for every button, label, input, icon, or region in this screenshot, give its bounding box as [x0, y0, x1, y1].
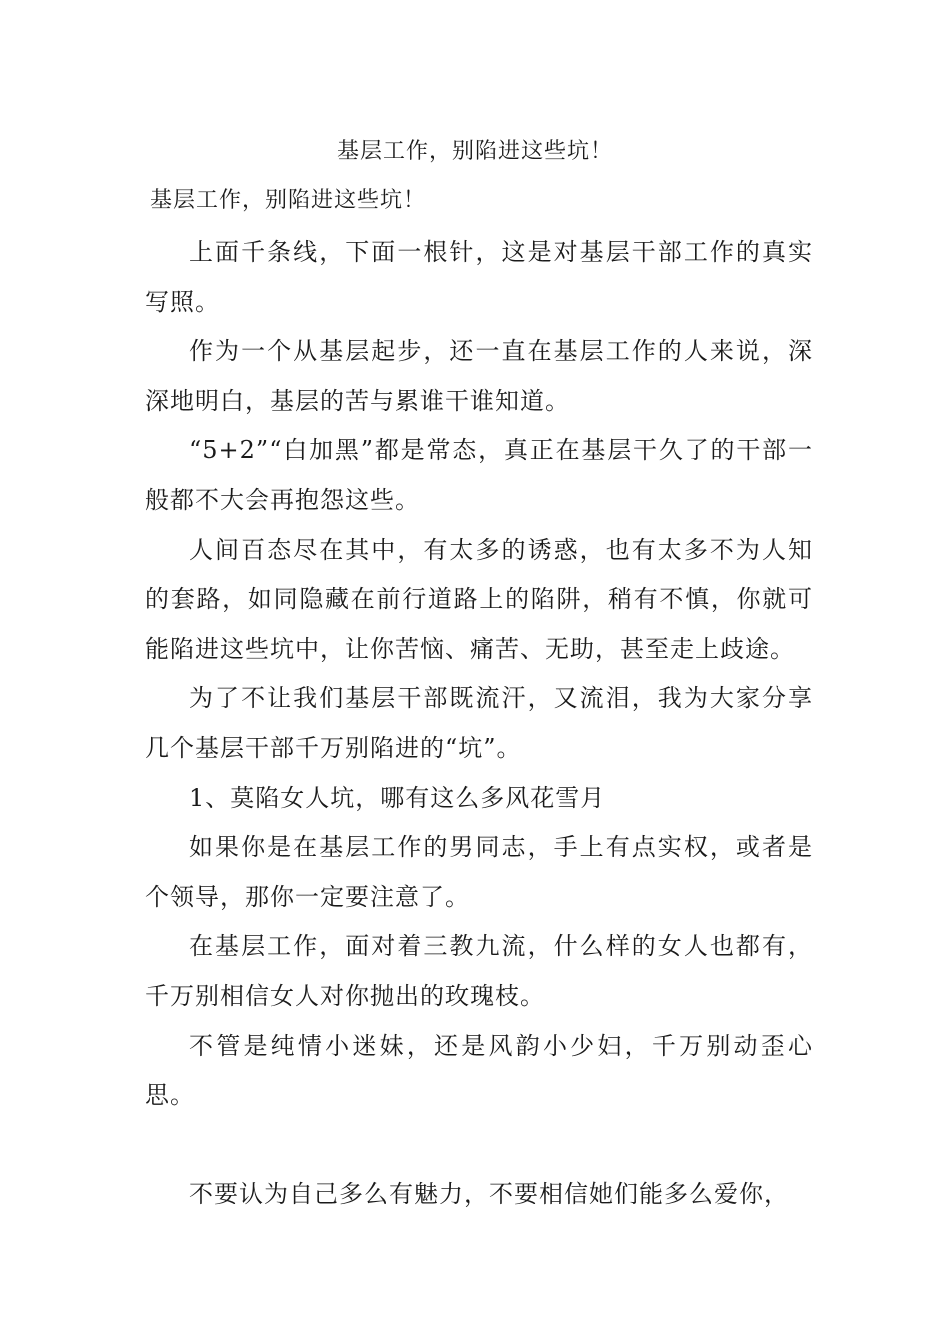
- paragraph: “5+2”“白加黑”都是常态，真正在基层干久了的干部一般都不大会再抱怨这些。: [145, 436, 813, 514]
- document-body: [145, 228, 813, 1220]
- paragraph: 人间百态尽在其中，有太多的诱惑，也有太多不为人知的套路，如同隐藏在前行道路上的陷阱，稍有不慎，你就可能陷进这些坑中，让你苦恼、痛苦、无助，甚至走上歧途。: [145, 535, 813, 663]
- paragraph: 如果你是在基层工作的男同志，手上有点实权，或者是个领导，那你一定要注意了。: [145, 833, 813, 911]
- paragraph: 为了不让我们基层干部既流汗，又流泪，我为大家分享几个基层干部千万别陷进的“坑”。: [145, 684, 813, 762]
- paragraph: 在基层工作，面对着三教九流，什么样的女人也都有，千万别相信女人对你抛出的玫瑰枝。: [145, 932, 813, 1010]
- paragraph: 不管是纯情小迷妹，还是风韵小少妇，千万别动歪心思。: [145, 1031, 813, 1110]
- document-title: 基层工作，别陷进这些坑！: [336, 139, 613, 164]
- blank-line: [145, 1121, 813, 1171]
- paragraph: 上面千条线，下面一根针，这是对基层干部工作的真实写照。: [145, 238, 813, 316]
- section-heading: 1、莫陷女人坑，哪有这么多风花雪月: [189, 783, 606, 812]
- paragraph: 作为一个从基层起步，还一直在基层工作的人来说，深深地明白，基层的苦与累谁干谁知道。: [145, 337, 813, 415]
- document-subtitle: 基层工作，别陷进这些坑！: [150, 188, 427, 213]
- paragraph: 不要认为自己多么有魅力，不要相信她们能多么爱你，: [189, 1180, 789, 1209]
